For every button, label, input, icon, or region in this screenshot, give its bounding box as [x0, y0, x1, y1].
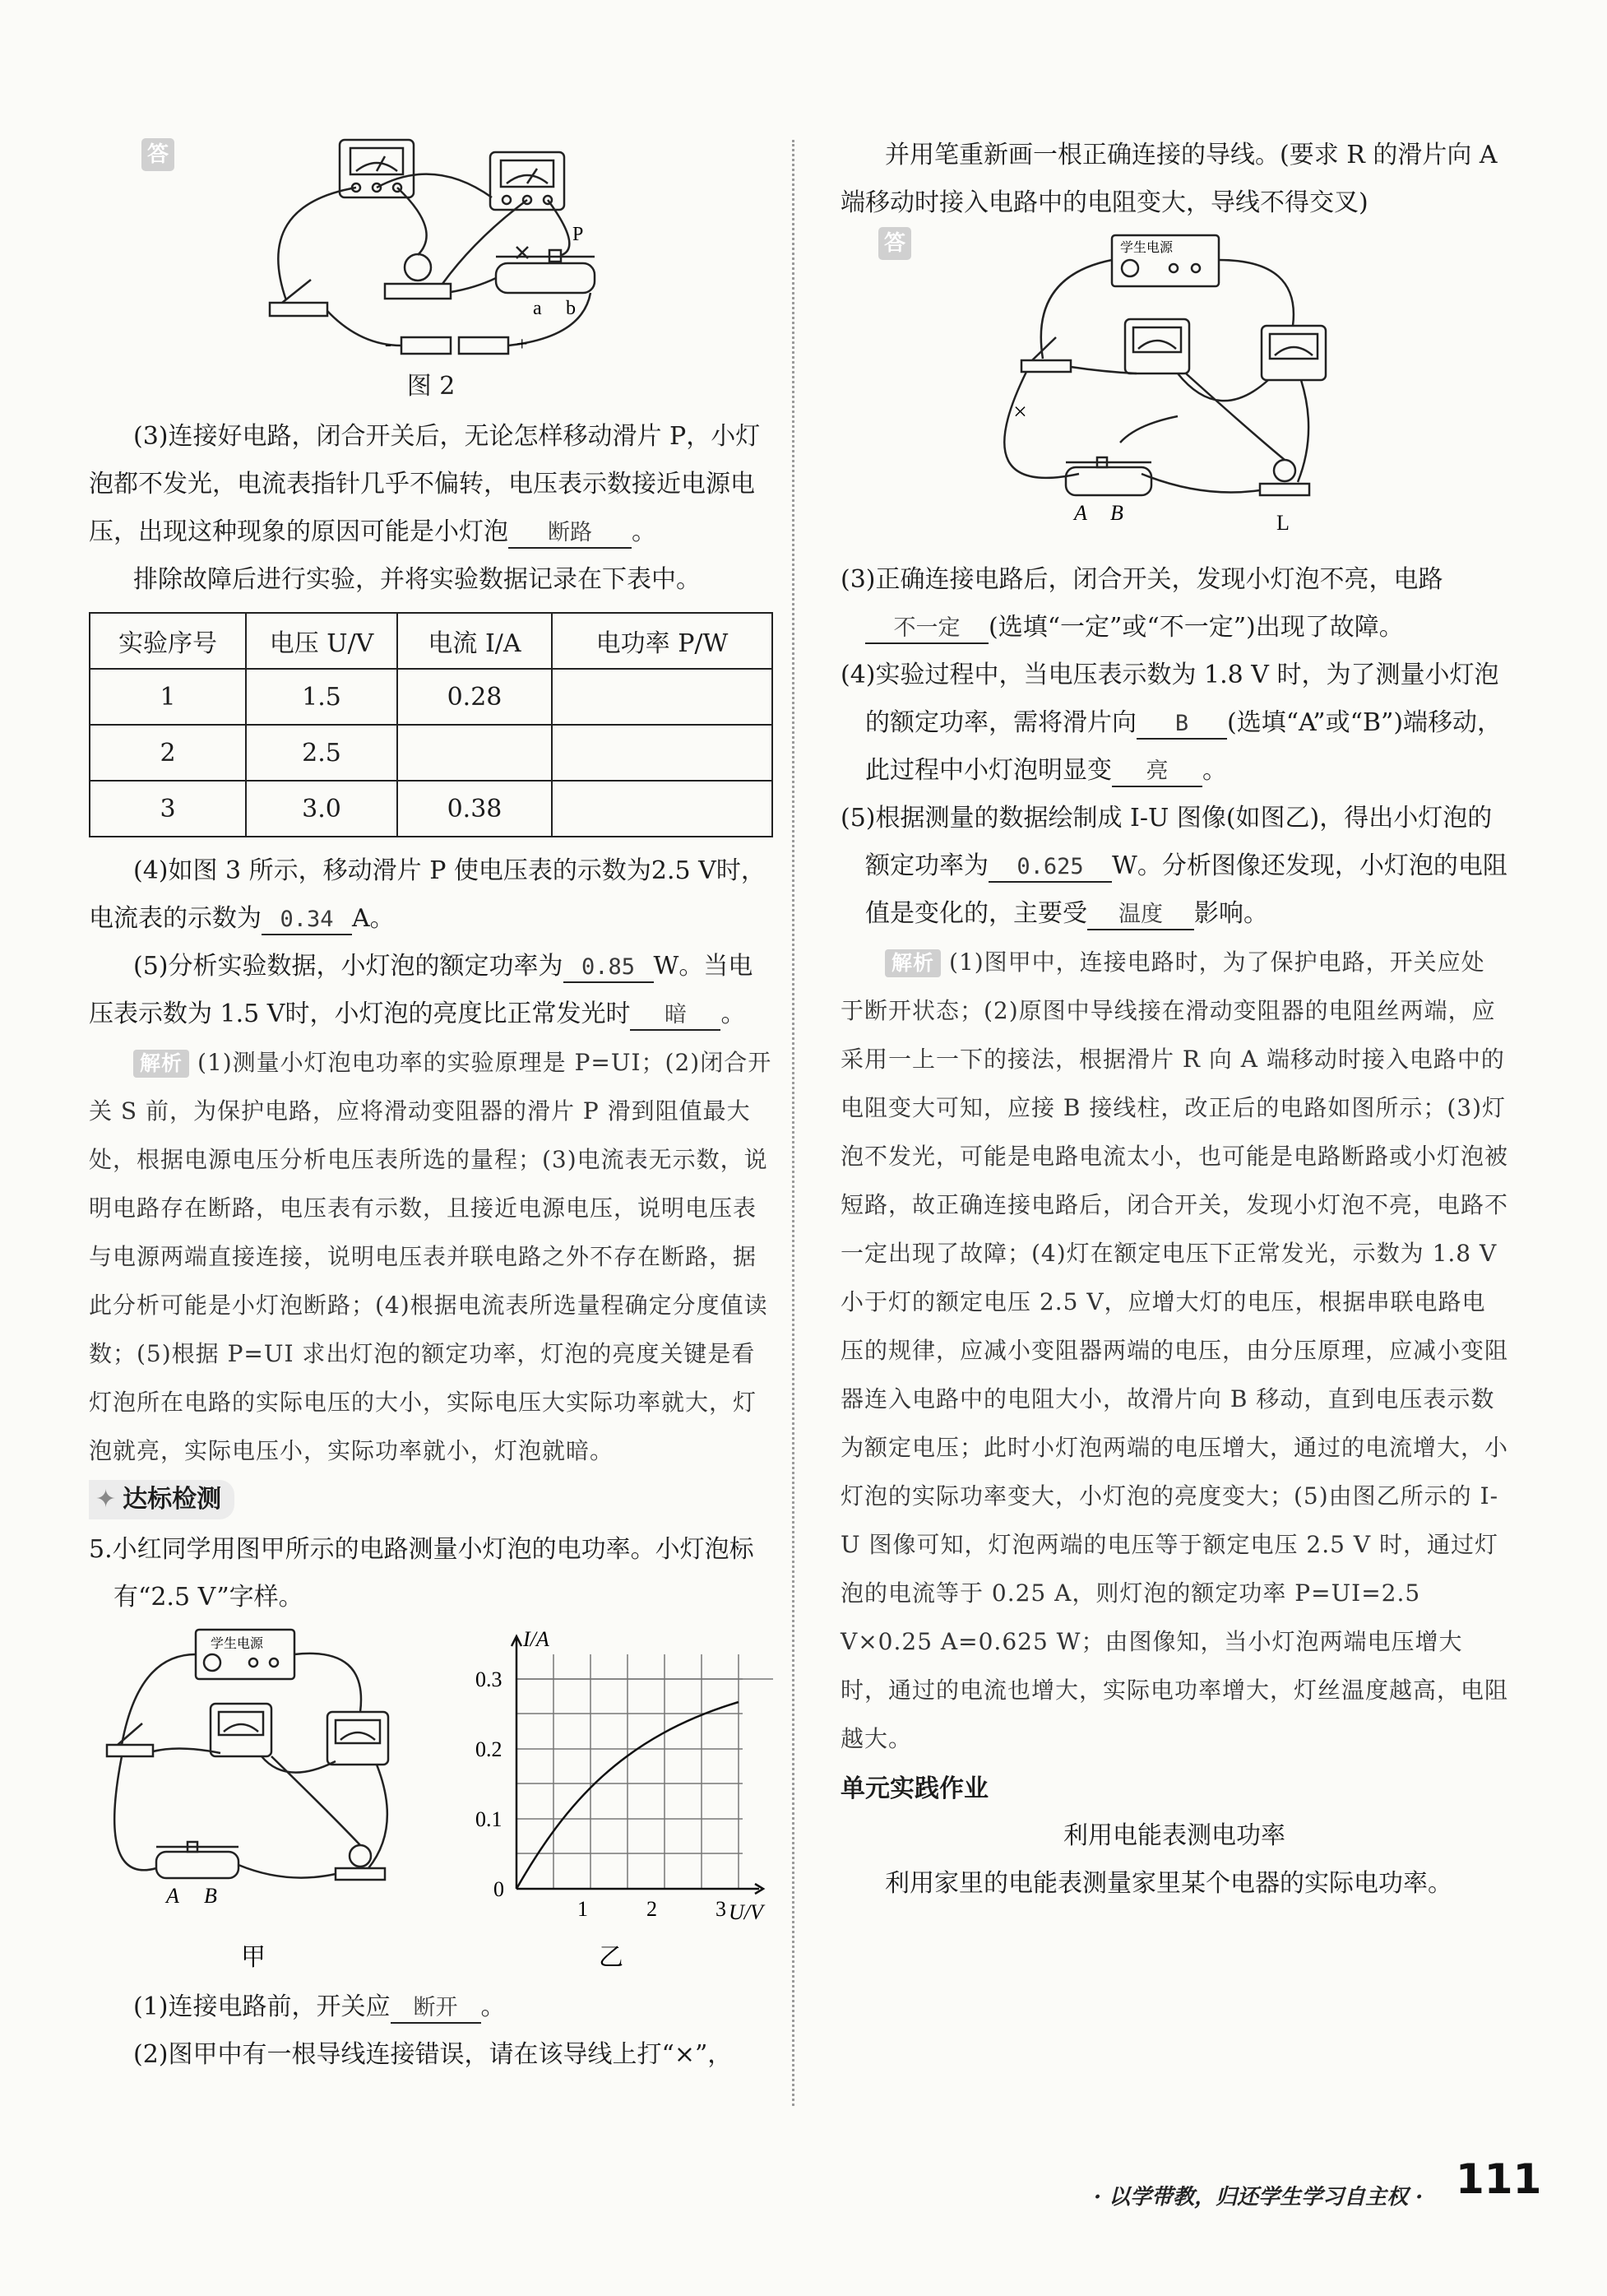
- table-cell: [397, 725, 552, 781]
- answer-blank: 断路: [508, 519, 632, 549]
- label-a: a: [533, 298, 542, 319]
- footer-slogan: · 以学带教，归还学生学习自主权 ·: [1094, 2185, 1424, 2210]
- figures-jia-yi: [89, 1621, 773, 1983]
- table-cell: 0.28: [397, 669, 552, 725]
- question-r3-text: (3)正确连接电路后，闭合开关，发现小灯泡不亮，电路: [841, 565, 1443, 594]
- iu-graph: [451, 1621, 773, 1983]
- corrected-circuit-diagram: [841, 227, 1508, 556]
- practice-text: 利用家里的电能表测量家里某个电器的实际电功率。: [885, 1869, 1452, 1898]
- table-cell: [552, 781, 772, 837]
- power-label: 学生电源: [1120, 241, 1174, 255]
- analysis-block: [841, 938, 1508, 1763]
- table-row: [90, 669, 772, 725]
- data-table: [89, 612, 773, 837]
- question-5-main: 5.小红同学用图甲所示的电路测量小灯泡的电功率。小灯泡标有“2.5 V”字样。: [89, 1535, 754, 1612]
- label-l: L: [1276, 511, 1290, 535]
- analysis-tag: 解析: [133, 1050, 189, 1078]
- figure-jia-caption: 甲: [241, 1944, 266, 1971]
- x-tick: 2: [646, 1897, 657, 1921]
- diamond-icon: ✦: [95, 1485, 117, 1514]
- circuit-diagram-2: [89, 132, 773, 370]
- question-5-tail: 。: [720, 1000, 746, 1028]
- page-number: 111: [1456, 2155, 1542, 2203]
- label-p: P: [572, 224, 584, 245]
- column-divider: [792, 140, 794, 2106]
- answer-figure: [841, 227, 1508, 556]
- answer-blank: 不一定: [865, 615, 989, 644]
- question-5-1: [89, 1983, 773, 2031]
- figure-yi-caption: 乙: [599, 1944, 623, 1971]
- x-tick: 3: [716, 1897, 726, 1921]
- analysis-text: (1)图甲中，连接电路时，为了保护电路，开关应处于断开状态；(2)原图中导线接在滑动变阻器的电阻丝两端，应采用一上一下的接法，根据滑片 R 向 A 端移动时接入电路中的电阻变大可知，应接 B 接线柱，改正后的电路如图所示；(3)灯泡不发光，可能是电路电流太小，也可能是电路断路或小灯泡被短路，故正确连接电路后，闭合开关，发现小灯泡不亮，电路不一定出现了故障；(4)灯在额定电压下正常发光，示数为 1.8 V 小于灯的额定电压 2.5 V，应增大灯的电压，根据串联电路电压的规律，应减小变阻器两端的电压，由分压原理，应减小变阻器连入电路中的电阻大小，故滑片向 B 移动，直到电压表示数为额定电压；此时小灯泡两端的电压增大，通过的电流增大，小灯泡的实际功率变大，小灯泡的亮度变大；(5)由图乙所示的 I-U 图像可知，灯泡两端的电压等于额定电压 2.5 V 时，通过灯泡的电流等于 0.25 A，则灯泡的额定功率 P=UI=2.5 V×0.25 A=0.625 W；由图像知，当小灯泡两端电压增大时，通过的电流也增大，实际电功率增大，灯丝温度越高，电阻越大。: [841, 949, 1509, 1752]
- question-3-tail: 。: [632, 517, 656, 546]
- label-a: A: [1074, 501, 1087, 525]
- y-tick: 0: [493, 1877, 504, 1901]
- table-header: 电流 I/A: [397, 613, 552, 669]
- left-column: [89, 132, 773, 2079]
- table-cell: 0.38: [397, 781, 552, 837]
- table-cell: 3: [90, 781, 246, 837]
- power-label: 学生电源: [211, 1637, 264, 1651]
- cross-mark: ×: [1013, 398, 1027, 425]
- question-r4-text: (4)实验过程中，当电压表示数为 1.8 V 时，为了测量小灯泡的额定功率，需将滑片向: [841, 661, 1499, 737]
- question-r5-text: (5)根据测量的数据绘制成 I-U 图像(如图乙)，得出小灯泡的额定功率为: [841, 804, 1493, 880]
- question-r5-text: W。分析图像还发现，小灯泡的电阻值是变化的，主要受: [865, 851, 1507, 928]
- answer-blank: 0.34: [262, 906, 352, 935]
- practice-title: 利用电能表测电功率: [1063, 1821, 1285, 1850]
- label-b: B: [204, 1884, 217, 1908]
- table-cell: 1: [90, 669, 246, 725]
- table-header: 电压 U/V: [246, 613, 397, 669]
- question-5-2-continued: 并用笔重新画一根正确连接的导线。(要求 R 的滑片向 A 端移动时接入电路中的电阻变大，导线不得交叉): [841, 141, 1498, 217]
- table-cell: 2: [90, 725, 246, 781]
- analysis-block: [89, 1038, 773, 1475]
- question-r4: [841, 652, 1508, 795]
- table-row: [90, 781, 772, 837]
- y-tick: 0.2: [475, 1737, 502, 1761]
- answer-blank: 0.85: [563, 953, 654, 983]
- label-plus: +: [516, 334, 528, 355]
- question-5-text: W。当电压表示数为 1.5 V时，小灯泡的亮度比正常发光时: [89, 952, 753, 1028]
- answer-blank: 暗: [630, 1001, 720, 1031]
- section-title: [89, 1480, 234, 1519]
- question-4-tail: A。: [352, 904, 395, 933]
- label-b: B: [1110, 501, 1123, 525]
- table-row: [90, 725, 772, 781]
- y-axis-label: I/A: [523, 1627, 549, 1651]
- question-3: [89, 413, 773, 556]
- table-cell: [552, 669, 772, 725]
- figure-2-caption: 图 2: [406, 372, 456, 401]
- question-r3: [841, 556, 1508, 652]
- question-3-text: (3)连接好电路，闭合开关后，无论怎样移动滑片 P，小灯泡都不发光，电流表指针几乎不偏转，电压表示数接近电源电压，出现这种现象的原因可能是小灯泡: [89, 422, 761, 546]
- answer-blank: 温度: [1087, 901, 1194, 930]
- answer-blank: B: [1137, 710, 1227, 740]
- analysis-tag: 解析: [885, 949, 941, 977]
- table-cell: [552, 725, 772, 781]
- x-tick: 1: [577, 1897, 588, 1921]
- label-minus: -: [385, 334, 391, 355]
- table-cell: 3.0: [246, 781, 397, 837]
- answer-mark: 答: [141, 138, 174, 171]
- figure-2: [89, 132, 773, 370]
- table-cell: 1.5: [246, 669, 397, 725]
- table-header-row: [90, 613, 772, 669]
- section-heading: [89, 1480, 773, 1519]
- right-column: [841, 132, 1508, 1908]
- question-4-text: (4)如图 3 所示，移动滑片 P 使电压表的示数为2.5 V时，电流表的示数为: [89, 856, 766, 933]
- question-r5: [841, 795, 1508, 938]
- unit-practice-title: 单元实践作业: [841, 1774, 989, 1803]
- question-r4-tail: 。: [1202, 756, 1227, 785]
- question-5-1-text: (1)连接电路前，开关应: [133, 1992, 391, 2021]
- section-title-text: 达标检测: [123, 1485, 222, 1514]
- label-a: A: [166, 1884, 179, 1908]
- y-tick: 0.1: [475, 1807, 502, 1831]
- answer-blank: 0.625: [989, 853, 1112, 883]
- table-intro: 排除故障后进行实验，并将实验数据记录在下表中。: [133, 565, 701, 594]
- x-axis-label: U/V: [729, 1900, 763, 1924]
- question-r3-text: (选填“一定”或“不一定”)出现了故障。: [989, 613, 1404, 642]
- answer-mark: 答: [878, 227, 911, 260]
- question-5-2: (2)图甲中有一根导线连接错误，请在该导线上打“×”，: [133, 2040, 733, 2069]
- question-5-1-tail: 。: [480, 1992, 506, 2021]
- question-5: [89, 943, 773, 1038]
- question-r4-text: (选填“A”或“B”)端移动，此过程中小灯泡明显变: [865, 708, 1503, 785]
- answer-blank: 亮: [1112, 758, 1202, 787]
- label-b: b: [566, 298, 576, 319]
- table-header: 电功率 P/W: [552, 613, 772, 669]
- answer-blank: 断开: [391, 1994, 481, 2024]
- table-cell: 2.5: [246, 725, 397, 781]
- analysis-text: (1)测量小灯泡电功率的实验原理是 P=UI；(2)闭合开关 S 前，为保护电路，应将滑动变阻器的滑片 P 滑到阻值最大处，根据电源电压分析电压表所选的量程；(3)电流表无示数，说明电路存在断路，电压表有示数，且接近电源电压，说明电压表与电源两端直接连接，说明电压表并联电路之外不存在断路，据此分析可能是小灯泡断路；(4)根据电流表所选量程确定分度值读数；(5)根据 P=UI 求出灯泡的额定功率，灯泡的亮度关键是看灯泡所在电路的实际电压的大小，实际电压大实际功率就大，灯泡就亮，实际电压小，实际功率就小，灯泡就暗。: [89, 1049, 772, 1464]
- question-r5-tail: 影响。: [1194, 899, 1268, 928]
- table-header: 实验序号: [90, 613, 246, 669]
- y-tick: 0.3: [475, 1667, 502, 1691]
- question-4: [89, 847, 773, 943]
- question-5-text: (5)分析实验数据，小灯泡的额定功率为: [133, 952, 563, 981]
